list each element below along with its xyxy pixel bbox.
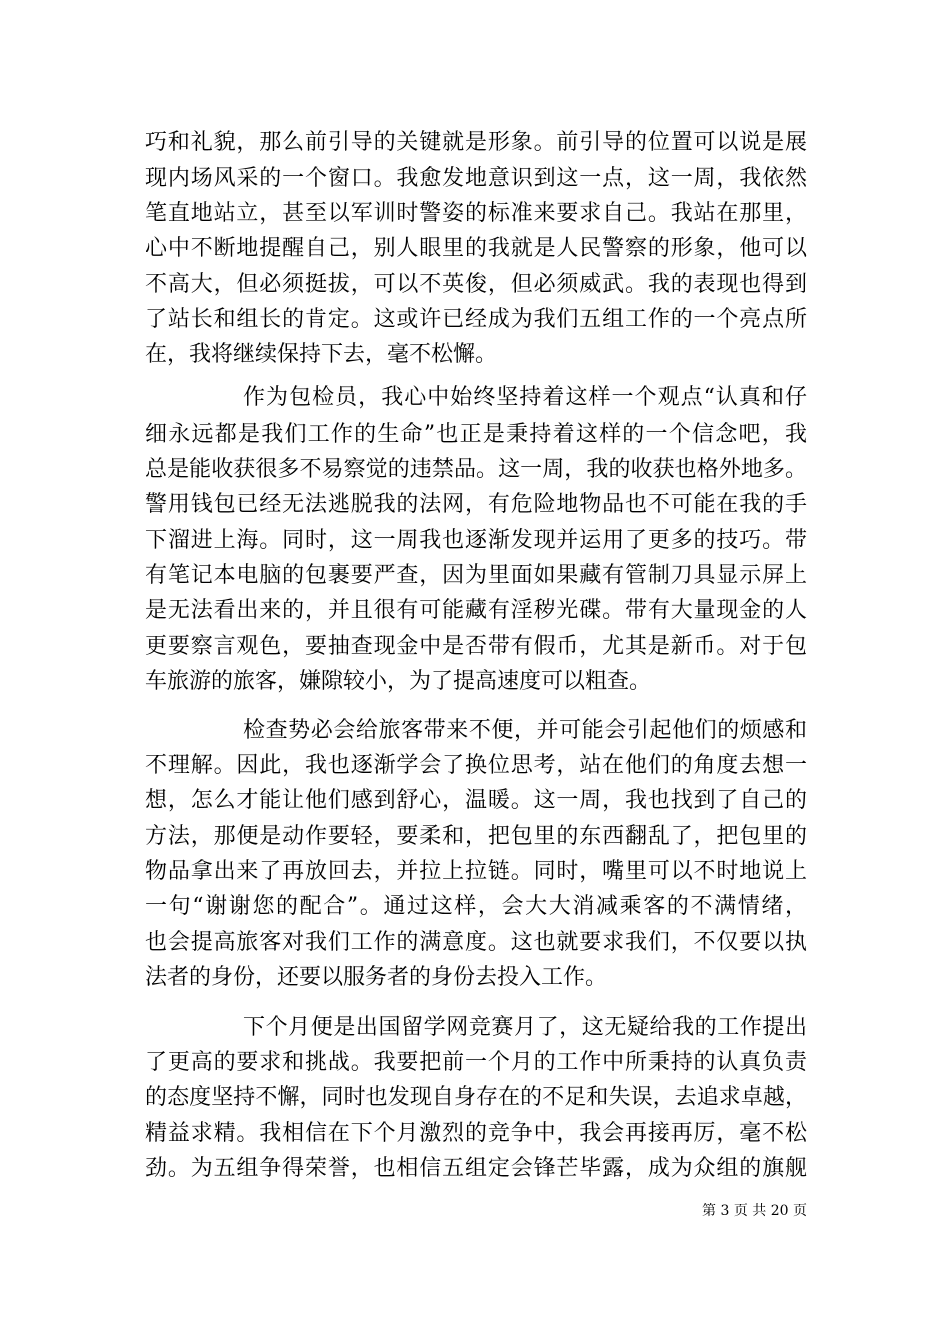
paragraph-line: 了更高的要求和挑战。我要把前一个月的工作中所秉持的认真负责 — [145, 1050, 807, 1075]
paragraph-first-line: 作为包检员，我心中始终坚持着这样一个观点“认真和仔 — [243, 385, 807, 410]
paragraph-line: 方法，那便是动作要轻，要柔和，把包里的东西翻乱了，把包里的 — [145, 824, 807, 849]
paragraph-line: 一句“谢谢您的配合”。通过这样，会大大消减乘客的不满情绪， — [145, 894, 807, 919]
paragraph-line: 警用钱包已经无法逃脱我的法网，有危险地物品也不可能在我的手 — [145, 492, 807, 517]
paragraph-line: 不高大，但必须挺拔，可以不英俊，但必须威武。我的表现也得到 — [145, 272, 807, 297]
page-number-footer: 第 3 页 共 20 页 — [702, 1203, 807, 1219]
paragraph-line: 下溜进上海。同时，这一周我也逐渐发现并运用了更多的技巧。带 — [145, 528, 807, 553]
paragraph-first-line: 下个月便是出国留学网竞赛月了，这无疑给我的工作提出 — [243, 1015, 807, 1040]
paragraph-line: 精益求精。我相信在下个月激烈的竞争中，我会再接再厉，毫不松 — [145, 1121, 807, 1146]
paragraph-line: 法者的身份，还要以服务者的身份去投入工作。 — [145, 965, 608, 990]
paragraph-line: 现内场风采的一个窗口。我愈发地意识到这一点，这一周，我依然 — [145, 166, 807, 191]
paragraph-line: 也会提高旅客对我们工作的满意度。这也就要求我们，不仅要以执 — [145, 930, 807, 955]
paragraph-first-line: 检查势必会给旅客带来不便，并可能会引起他们的烦感和 — [243, 718, 807, 743]
paragraph-line: 物品拿出来了再放回去，并拉上拉链。同时，嘴里可以不时地说上 — [145, 859, 807, 884]
paragraph-line: 是无法看出来的，并且很有可能藏有淫秽光碟。带有大量现金的人 — [145, 598, 807, 623]
paragraph-line: 想，怎么才能让他们感到舒心，温暖。这一周，我也找到了自己的 — [145, 788, 807, 813]
paragraph-line: 劲。为五组争得荣誉，也相信五组定会锋芒毕露，成为众组的旗舰 — [145, 1156, 807, 1181]
paragraph-line: 心中不断地提醒自己，别人眼里的我就是人民警察的形象，他可以 — [145, 236, 807, 261]
paragraph-line: 不理解。因此，我也逐渐学会了换位思考，站在他们的角度去想一 — [145, 753, 807, 778]
paragraph-line: 笔直地站立，甚至以军训时警姿的标准来要求自己。我站在那里， — [145, 201, 807, 226]
paragraph-line: 了站长和组长的肯定。这或许已经成为我们五组工作的一个亮点所 — [145, 307, 807, 332]
paragraph-line: 更要察言观色，要抽查现金中是否带有假币，尤其是新币。对于包 — [145, 634, 807, 659]
paragraph-line: 在，我将继续保持下去，毫不松懈。 — [145, 342, 498, 367]
paragraph-line: 巧和礼貌，那么前引导的关键就是形象。前引导的位置可以说是展 — [145, 130, 807, 155]
paragraph-line: 的态度坚持不懈，同时也发现自身存在的不足和失误，去追求卓越， — [145, 1085, 807, 1110]
paragraph-line: 有笔记本电脑的包裹要严查，因为里面如果藏有管制刀具显示屏上 — [145, 563, 807, 588]
paragraph-line: 车旅游的旅客，嫌隙较小，为了提高速度可以粗查。 — [145, 669, 652, 694]
paragraph-line: 总是能收获很多不易察觉的违禁品。这一周，我的收获也格外地多。 — [145, 457, 807, 482]
paragraph-line: 细永远都是我们工作的生命”也正是秉持着这样的一个信念吧，我 — [145, 422, 807, 447]
